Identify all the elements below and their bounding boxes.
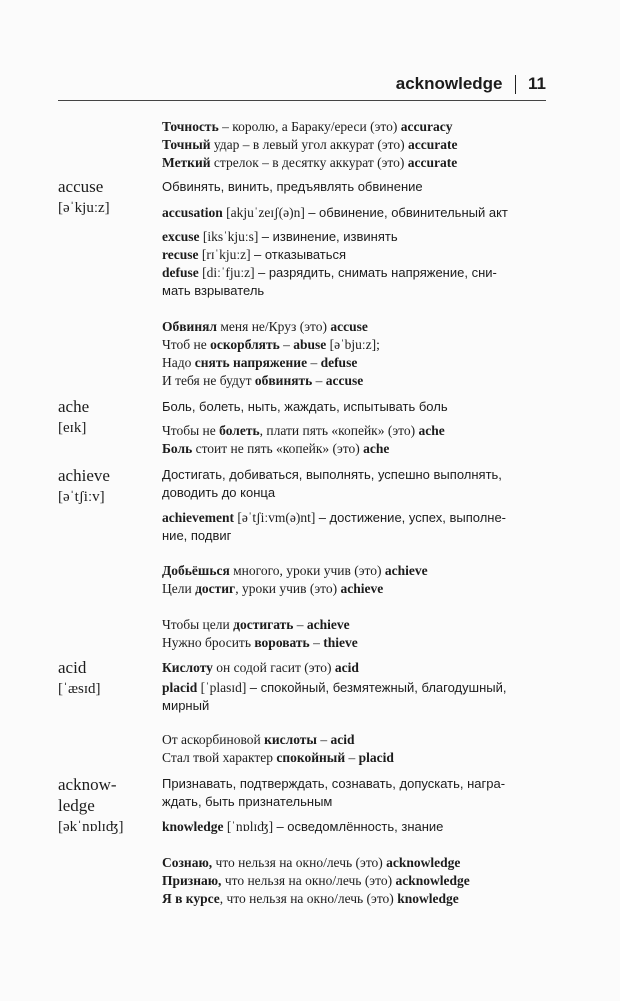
headword-accuse: accuse — [58, 177, 104, 196]
definition: доводить до конца — [162, 485, 276, 500]
headword-achieve: achieve — [58, 466, 110, 485]
transcription: [ˈæsɪd] — [58, 681, 101, 697]
definition: Признавать, подтверждать, сознавать, допускать, награ- — [162, 776, 506, 791]
mnemonic-line: Стал твой характер спокойный – placid — [162, 750, 394, 765]
definition: Достигать, добиваться, выполнять, успешно выполнять, — [162, 467, 502, 482]
running-header — [396, 74, 546, 94]
headword-acid: acid — [58, 658, 87, 677]
headword-acknowledge: acknow- — [58, 775, 117, 794]
derived-word: excuse [iksˈkjuːs] – извинение, извинять — [162, 229, 398, 244]
headword-ache: ache — [58, 397, 90, 416]
derived-word: placid [ˈplasɪd] – спокойный, безмятежный, благодушный, — [162, 680, 507, 695]
mnemonic-line: Цели достиг, уроки учив (это) achieve — [162, 581, 384, 596]
derived-word-continued: мирный — [162, 698, 210, 713]
mnemonic-line: Чтоб не оскорблять – abuse [əˈbjuːz]; — [162, 337, 380, 352]
header-word: acknowledge — [395, 74, 503, 93]
mnemonic-line: Добьёшься многого, уроки учив (это) achieve — [162, 563, 428, 578]
mnemonic-line: Точность – королю, а Бараку/ереси (это) accuracy — [162, 119, 453, 134]
transcription: [eɪk] — [58, 420, 87, 436]
mnemonic-line: Признаю, что нельзя на окно/лечь (это) acknowledge — [162, 873, 470, 888]
mnemonic-line: Боль стоит не пять «копейк» (это) ache — [162, 441, 390, 456]
mnemonic-line: Я в курсе, что нельзя на окно/лечь (это) knowledge — [162, 891, 459, 906]
mnemonic-line: Точный удар – в левый угол аккурат (это) accurate — [162, 137, 458, 152]
mnemonic-line: Надо снять напряжение – defuse — [162, 355, 358, 370]
mnemonic-line: Обвинял меня не/Круз (это) accuse — [162, 319, 368, 334]
transcription: [əˈtʃiːv] — [58, 489, 105, 505]
mnemonic-line: И тебя не будут обвинять – accuse — [162, 373, 364, 388]
mnemonic-line: Нужно бросить воровать – thieve — [162, 635, 358, 650]
mnemonic-line: Кислоту он содой гасит (это) acid — [162, 660, 359, 675]
page-number: 11 — [528, 74, 546, 93]
header-separator — [515, 75, 517, 94]
derived-word: defuse [diːˈfjuːz] – разрядить, снимать напряжение, сни- — [162, 265, 497, 280]
mnemonic-line: Чтобы цели достигать – achieve — [162, 617, 350, 632]
derived-word-continued: ние, подвиг — [162, 528, 232, 543]
header-rule — [58, 100, 546, 101]
mnemonic-line: Меткий стрелок – в десятку аккурат (это) accurate — [162, 155, 458, 170]
definition: Обвинять, винить, предъявлять обвинение — [162, 179, 423, 194]
derived-word: knowledge [ˈnɒlɪʤ] – осведомлённость, знание — [162, 819, 444, 834]
definition: Боль, болеть, ныть, жаждать, испытывать боль — [162, 399, 448, 414]
definition: ждать, быть признательным — [162, 794, 333, 809]
mnemonic-line: Чтобы не болеть, плати пять «копейк» (это) ache — [162, 423, 445, 438]
transcription: [əˈkjuːz] — [58, 200, 110, 216]
derived-word: accusation [akjuˈzeɪʃ(ə)n] – обвинение, обвинительный акт — [162, 205, 508, 220]
derived-word: recuse [rɪˈkjuːz] – отказываться — [162, 247, 347, 262]
transcription: [əkˈnɒlɪʤ] — [58, 819, 124, 835]
mnemonic-line: От аскорбиновой кислоты – acid — [162, 732, 355, 747]
headword-acknowledge-continued: ledge — [58, 796, 95, 815]
derived-word: achievement [əˈtʃiːvm(ə)nt] – достижение, успех, выполне- — [162, 510, 507, 525]
derived-word-continued: мать взрыватель — [162, 283, 265, 298]
mnemonic-line: Сознаю, что нельзя на окно/лечь (это) acknowledge — [162, 855, 461, 870]
